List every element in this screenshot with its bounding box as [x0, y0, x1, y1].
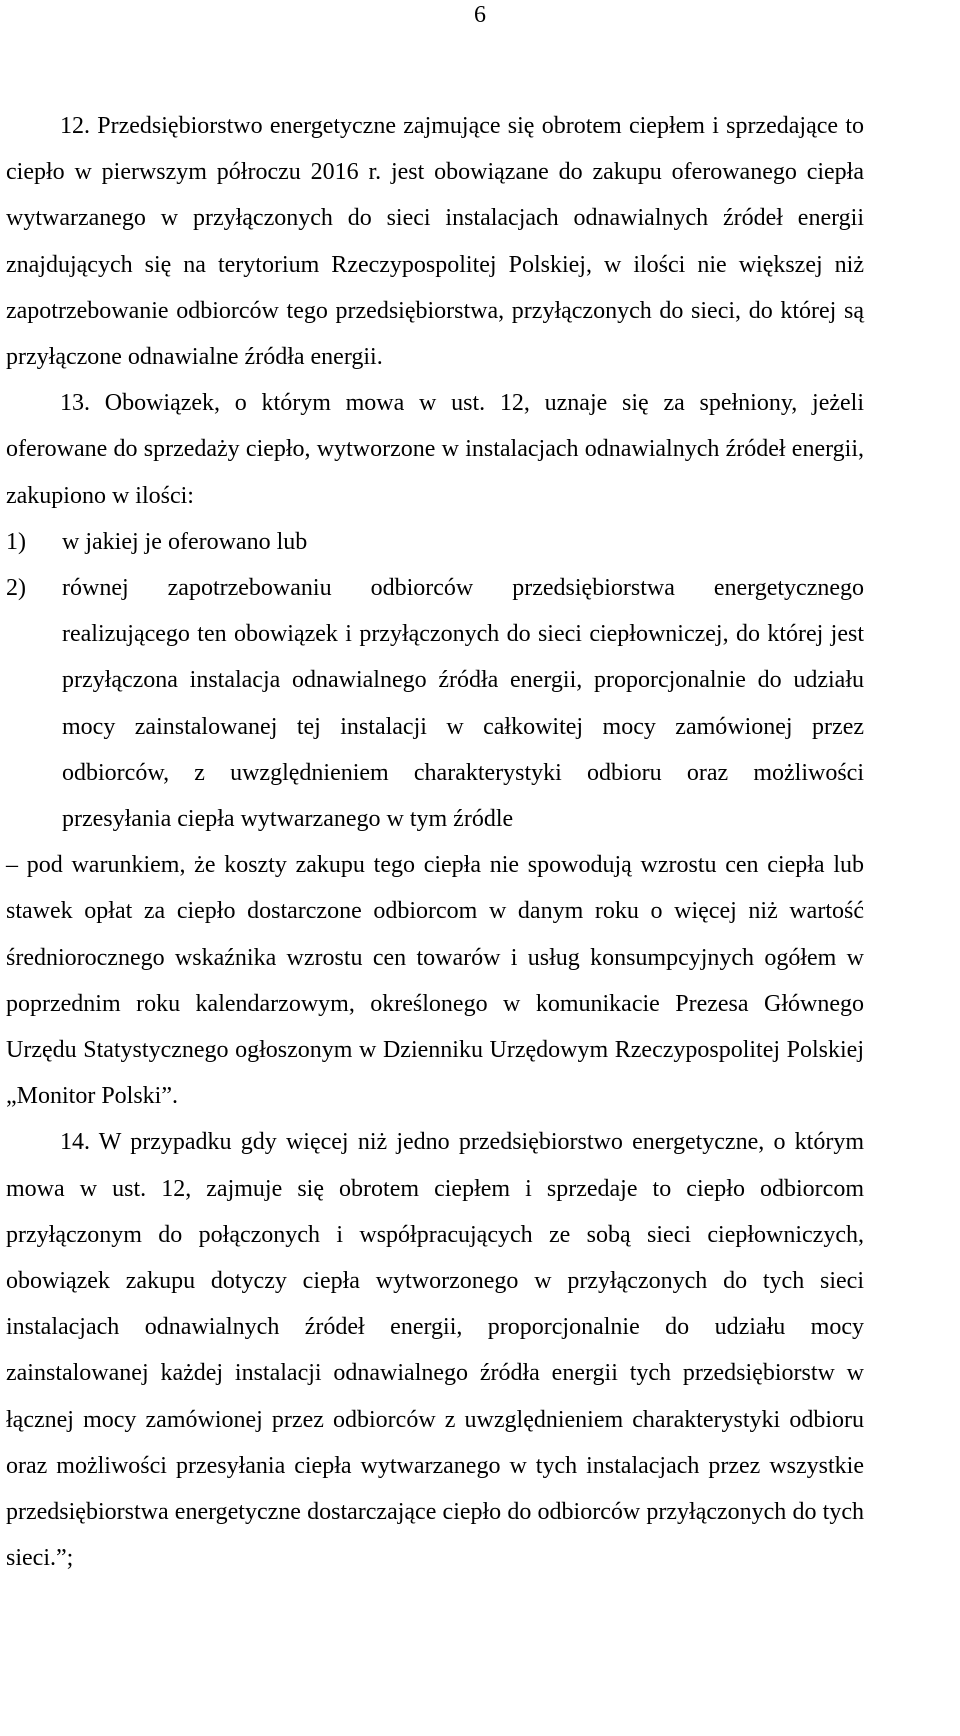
- paragraph-13-tail: – pod warunkiem, że koszty zakupu tego ciepła nie spowodują wzrostu cen ciepła lub stawek opłat za ciepło dostarczone odbiorcom w danym roku o więcej niż wartość średniorocznego wskaźnika wzrostu cen towarów i usług konsumpcyjnych ogółem w poprzednim roku kalendarzowym, określonego w komunikacie Prezesa Głównego Urzędu Statystycznego ogłoszonym w Dzienniku Urzędowym Rzeczypospolitej Polskiej „Monitor Polski”.: [6, 852, 864, 1110]
- paragraph-12: 12. Przedsiębiorstwo energetyczne zajmujące się obrotem ciepłem i sprzedające to ciepło w pierwszym półroczu 2016 r. jest obowiązane do zakupu oferowanego ciepła wytwarzanego w przyłączonych do sieci instalacjach odnawialnych źródeł energii znajdujących się na terytorium Rzeczypospolitej Polskiej, w ilości nie większej niż zapotrzebowanie odbiorców tego przedsiębiorstwa, przyłączonych do sieci, do której są przyłączone odnawialne źródła energii.: [6, 113, 864, 371]
- list-item-text: równej zapotrzebowaniu odbiorców przedsiębiorstwa energetycznego realizującego ten obowiązek i przyłączonych do sieci ciepłowniczej, do której jest przyłączona instalacja odnawialnego źródła energii, proporcjonalnie do udziału mocy zainstalowanej tej instalacji w całkowitej mocy zamówionej przez odbiorców, z uwzględnieniem charakterystyki odbioru oraz możliwości przesyłania ciepła wytwarzanego w tym źródle: [62, 575, 864, 833]
- paragraph-13: 13. Obowiązek, o którym mowa w ust. 12, uznaje się za spełniony, jeżeli oferowane do sprzedaży ciepło, wytworzone w instalacjach odnawialnych źródeł energii, zakupiono w ilości:: [6, 390, 864, 509]
- page-number: 6: [474, 2, 486, 28]
- list-item-number: 1): [6, 528, 26, 555]
- paragraph-14: 14. W przypadku gdy więcej niż jedno przedsiębiorstwo energetyczne, o którym mowa w ust. 12, zajmuje się obrotem ciepłem i sprzedaje to ciepło odbiorcom przyłączonym do połączonych i współpracujących ze sobą sieci ciepłowniczych, obowiązek zakupu dotyczy ciepła wytworzonego w przyłączonych do tych sieci instalacjach odnawialnych źródeł energii, proporcjonalnie do udziału mocy zainstalowanej każdej instalacji odnawialnego źródła energii tych przedsiębiorstw w łącznej mocy zamówionej przez odbiorców z uwzględnieniem charakterystyki odbioru oraz możliwości przesyłania ciepła wytwarzanego w tych instalacjach przez wszystkie przedsiębiorstwa energetyczne dostarczające ciepło do odbiorców przyłączonych do tych sieci.”;: [6, 1129, 864, 1572]
- list-item-text: w jakiej je oferowano lub: [62, 528, 308, 555]
- list-item-1: [6, 519, 864, 565]
- list-item-number: 2): [6, 575, 26, 602]
- list-item-2: [6, 565, 864, 842]
- document-body: [6, 103, 864, 1582]
